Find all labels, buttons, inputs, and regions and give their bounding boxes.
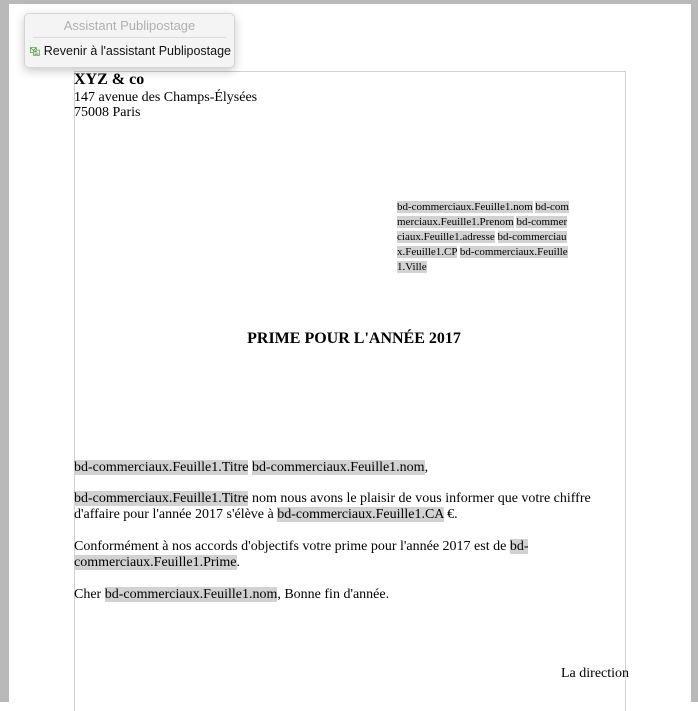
paragraph-bonus — [74, 539, 594, 571]
company-name: XYZ & co — [74, 71, 145, 88]
address-line-1: 147 avenue des Champs-Élysées — [74, 90, 258, 105]
closing-text-2: , Bonne fin d'année. — [277, 587, 390, 602]
merge-field-nom[interactable]: bd-commerciaux.Feuille1.nom — [104, 587, 278, 602]
salutation-suffix: , — [424, 460, 429, 475]
paragraph-revenue — [74, 491, 594, 523]
salutation-line — [74, 460, 594, 476]
merge-field-adresse[interactable]: bd-commerciaux.Feuille1.adresse — [397, 216, 568, 243]
closing-line — [74, 587, 594, 603]
letter-title — [0, 330, 698, 348]
merge-field-nom[interactable]: bd-commerciaux.Feuille1.nom — [251, 460, 425, 475]
signature: La direction — [561, 666, 630, 681]
return-to-mail-merge-label: Revenir à l'assistant Publipostage — [43, 44, 231, 58]
merge-field-cp[interactable]: bd-commerciaux.Feuille1.CP — [397, 231, 567, 258]
letter-title-text: PRIME POUR L'ANNÉE 2017 — [247, 330, 461, 347]
mail-merge-toolbar — [24, 13, 235, 68]
page-boundary — [74, 71, 626, 711]
merge-field-nom[interactable]: bd-commerciaux.Feuille1.nom — [397, 201, 533, 213]
merge-field-ville[interactable]: bd-commerciaux.Feuille1.Ville — [397, 246, 568, 273]
merge-field-prenom[interactable]: bd-commerciaux.Feuille1.Prenom — [397, 201, 569, 228]
paragraph-revenue-text-2: €. — [443, 507, 458, 522]
paragraph-bonus-text-2: . — [236, 555, 241, 570]
merge-field-titre[interactable]: bd-commerciaux.Feuille1.Titre — [74, 491, 249, 506]
merge-field-prime[interactable]: bd-commerciaux.Feuille1.Prime — [74, 539, 529, 570]
paragraph-bonus-text-1: Conformément à nos accords d'objectifs votre prime pour l'année 2017 est de — [74, 539, 510, 554]
toolbar-divider — [33, 37, 226, 38]
recipient-block — [397, 200, 572, 275]
paragraph-revenue-text-1: nom nous avons le plaisir de vous informer que votre chiffre d'affaire pour l'année 2017 s'élève à — [74, 491, 591, 522]
closing-text-1: Cher — [74, 587, 105, 602]
address-line-2: 75008 Paris — [74, 105, 141, 120]
toolbar-title: Assistant Publipostage — [63, 18, 196, 33]
merge-field-ca[interactable]: bd-commerciaux.Feuille1.CA — [277, 507, 444, 522]
return-to-mail-merge-button[interactable] — [28, 40, 231, 62]
mail-merge-icon — [30, 43, 40, 59]
merge-field-titre[interactable]: bd-commerciaux.Feuille1.Titre — [74, 460, 249, 475]
